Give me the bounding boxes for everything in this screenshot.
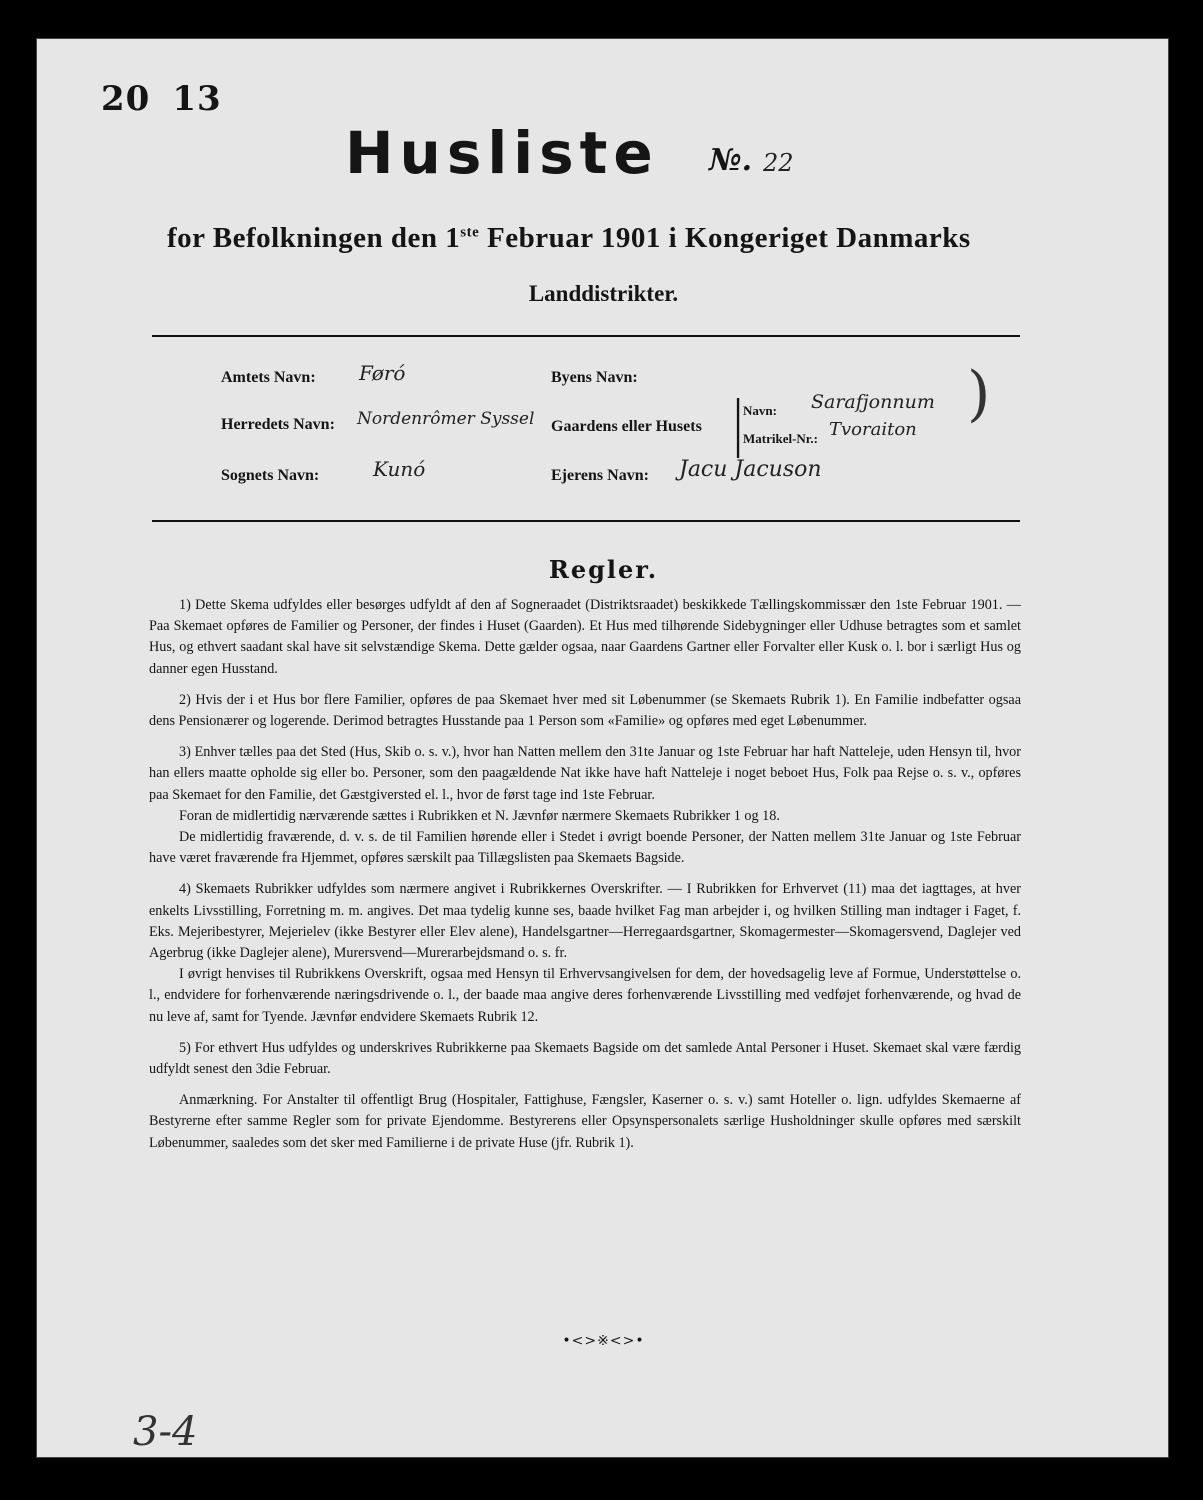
sogn-label: Sognets Navn: [221,467,320,484]
rule-4: 4) Skemaets Rubrikker udfyldes som nærmere angivet i Rubrikkernes Overskrifter. — I Rubrikken for Erhvervet (11) maa det iagttages, at hver enkelts Livsstilling, Forretning m. m. angives. Det maa tydelig kunne ses, baade hvilket Fag man arbejder i, og hvilken Stilling man indtager i Faget, f. Eks. Mejeribestyrer, Mejerielev (ikke Bestyrer eller Elev alene), Handelsgartner—Herregaardsgartner, Skomagermester—Skomagersvend, Daglejer ved Agerbrug (ikke Daglejer alene), Murersvend—Murerarbejdsmand o. s. fr. [149,881,1021,962]
gaard-label: Gaardens eller Husets [551,418,702,435]
archive-number-left: 20 [101,79,151,119]
herred-label: Herredets Navn: [221,416,335,433]
district-heading: Landdistrikter. [528,281,679,306]
archive-number-right: 13 [172,79,222,119]
form-subtitle: for Befolkningen den 1ste Februar 1901 i Kongeriget Danmarks [167,222,971,254]
ejer-label: Ejerens Navn: [551,467,649,484]
rule-3-note-1: Foran de midlertidig nærværende sættes i Rubrikken et N. Jævnfør nærmere Skemaets Rubrikker 1 og 18. [179,807,780,824]
by-label: Byens Navn: [551,369,638,386]
rule-2: 2) Hvis der i et Hus bor flere Familier, opføres de paa Skemaet hver med sit Løbenummer (se Skemaets Rubrik 1). En Familie indbefatter ogsaa dens Pensionærer og logerende. Derimod betragtes Husstande paa 1 Person som «Familie» og opføres med eget Løbenummer. [149,691,1021,730]
amt-value: Føró [359,361,406,385]
rules-text [149,595,1021,1164]
house-number: 22 [763,149,794,177]
matrikel-value: Tvoraiton [829,419,917,440]
herred-value: Nordenrômer Syssel [357,409,535,429]
rule-3-note-2: De midlertidig fraværende, d. v. s. de til Familien hørende eller i Stedet i øvrigt boende Personer, der Natten mellem 31te Januar og 1ste Februar have været fraværende fra Hjemmet, opføres særskilt paa Tillægslisten paa Skemaets Bagside. [149,829,1021,867]
number-sign: №. [709,143,753,178]
rule-4-note: I øvrigt henvises til Rubrikkens Overskrift, ogsaa med Hensyn til Erhvervsangivelsen for dem, der hovedsagelig leve af Formue, Understøttelse o. l., endvidere for forhenværende næringsdrivende o. l., der baade maa angive deres forhenværende Livsstilling med vedføjet forhenværende, og hvad de nu leve af, samt for Tyende. Jævnfør endvidere Skemaets Rubrik 12. [149,966,1021,1025]
census-form-page [36,38,1169,1458]
rule-1: 1) Dette Skema udfyldes eller besørges udfyldt af den af Sogneraadet (Distriktsraadet) beskikkede Tællingskommissær den 1ste Februar 1901. — Paa Skemaet opføres de Familier og Personer, der findes i Huset (Gaarden). Et Hus med tilhørende Sidebygninger eller Udhuse betragtes som et samlet Hus, og ethvert saadant skal have sit selvstændige Skema. Dette gælder ogsaa, naar Gaardens Gartner eller Forvalter eller Kusk o. l. bor i særligt Hus og danner egen Husstand. [149,597,1021,677]
ejer-value: Jacu Jacuson [679,457,822,482]
navn-value: Sarafjonnum [811,391,935,413]
sogn-value: Kunó [373,457,426,481]
handwritten-brace: ) [967,359,991,429]
rules-heading: Regler. [548,555,659,584]
navn-label: Navn: [743,403,777,418]
rule-3: 3) Enhver tælles paa det Sted (Hus, Skib o. s. v.), hvor han Natten mellem den 31te Januar og 1ste Februar har haft Natteleje, uden Hensyn til, hvor han ellers maatte opholde sig eller bo. Personer, som den paagældende Nat ikke have haft Natteleje i noget beboet Hus, Folk paa Rejse o. s. v., opføres paa Skemaet for den Familie, det Gæstgiversted el. l., hvor de først tage ind 1ste Februar. [149,744,1021,803]
top-divider [152,335,1020,337]
bottom-divider [152,520,1020,522]
handwritten-footer-number: 3-4 [133,1409,198,1455]
amt-label: Amtets Navn: [221,369,316,386]
rule-5: 5) For ethvert Hus udfyldes og underskrives Rubrikkerne paa Skemaets Bagside om det samlede Antal Personer i Huset. Skemaet skal være færdig udfyldt senest den 3die Februar. [149,1039,1021,1078]
form-title: Husliste [345,119,659,187]
rule-note: Anmærkning. For Anstalter til offentligt Brug (Hospitaler, Fattighuse, Fængsler, Kaserner o. s. v.) samt Hoteller o. lign. udfyldes Skemaerne af Bestyrerne efter samme Regler som for private Ejendomme. Bestyrerens eller Opsynspersonalets særlige Husholdninger skulle opføres med særskilt Løbenummer, saaledes som det sker med Familierne i de private Huse (jfr. Rubrik 1). [149,1092,1021,1151]
archive-number [101,79,244,119]
ornament-divider: •<>※<>• [562,1333,645,1349]
field-bracket: | | [733,394,744,459]
matrikel-label: Matrikel-Nr.: [743,431,818,446]
